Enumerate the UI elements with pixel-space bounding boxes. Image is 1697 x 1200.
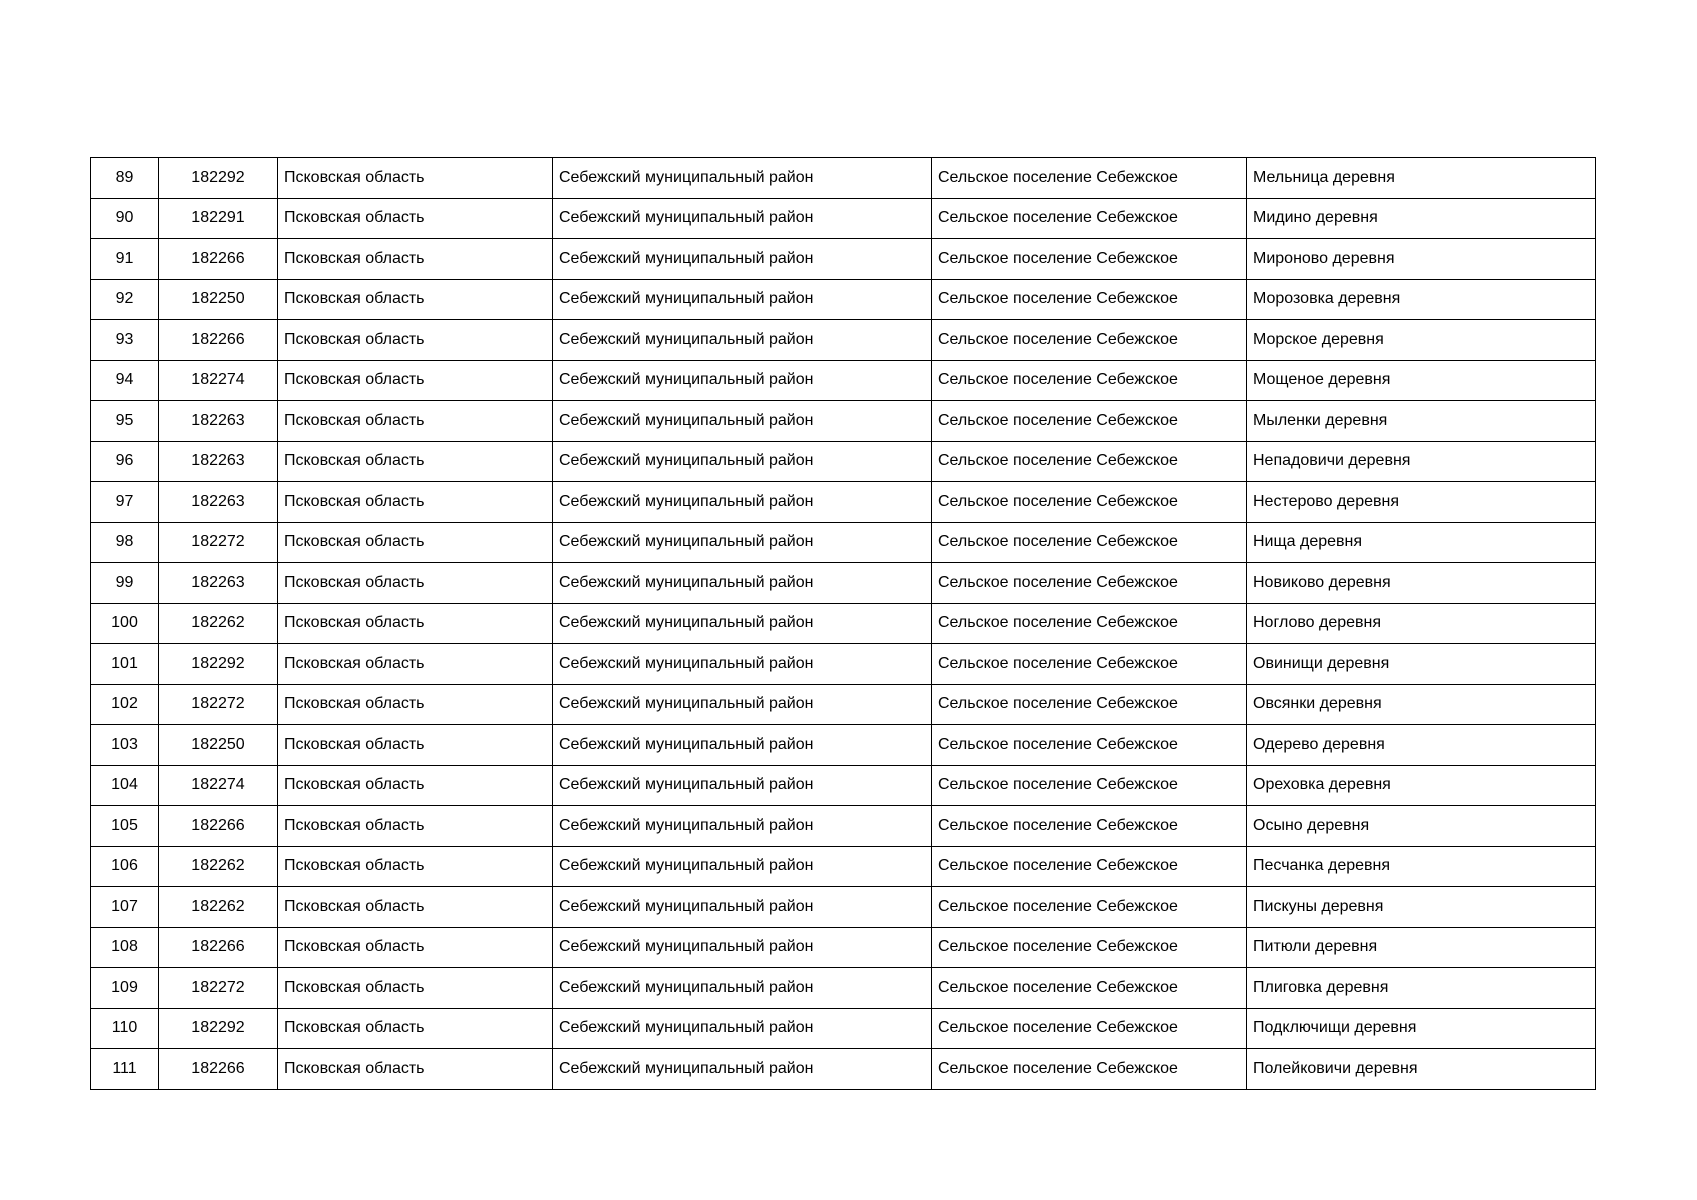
district-cell: Себежский муниципальный район: [553, 927, 932, 968]
row-number-cell: 104: [91, 765, 159, 806]
table-row: [91, 239, 1596, 280]
region-cell: Псковская область: [278, 765, 553, 806]
settlement-cell: Сельское поселение Себежское: [932, 846, 1247, 887]
row-number-cell: 99: [91, 563, 159, 604]
table-row: [91, 806, 1596, 847]
district-cell: Себежский муниципальный район: [553, 360, 932, 401]
settlement-cell: Сельское поселение Себежское: [932, 239, 1247, 280]
settlement-cell: Сельское поселение Себежское: [932, 482, 1247, 523]
district-cell: Себежский муниципальный район: [553, 725, 932, 766]
region-cell: Псковская область: [278, 927, 553, 968]
table-row: [91, 765, 1596, 806]
postal-code-cell: 182272: [159, 522, 278, 563]
table-row: [91, 603, 1596, 644]
settlements-table: [90, 157, 1596, 1090]
row-number-cell: 111: [91, 1049, 159, 1090]
district-cell: Себежский муниципальный район: [553, 198, 932, 239]
table-row: [91, 846, 1596, 887]
district-cell: Себежский муниципальный район: [553, 279, 932, 320]
postal-code-cell: 182250: [159, 279, 278, 320]
row-number-cell: 107: [91, 887, 159, 928]
row-number-cell: 100: [91, 603, 159, 644]
postal-code-cell: 182272: [159, 684, 278, 725]
table-body: [91, 158, 1596, 1090]
district-cell: Себежский муниципальный район: [553, 968, 932, 1009]
table-row: [91, 887, 1596, 928]
row-number-cell: 110: [91, 1008, 159, 1049]
locality-cell: Плиговка деревня: [1247, 968, 1596, 1009]
locality-cell: Мощеное деревня: [1247, 360, 1596, 401]
region-cell: Псковская область: [278, 320, 553, 361]
district-cell: Себежский муниципальный район: [553, 603, 932, 644]
district-cell: Себежский муниципальный район: [553, 846, 932, 887]
settlement-cell: Сельское поселение Себежское: [932, 603, 1247, 644]
row-number-cell: 92: [91, 279, 159, 320]
district-cell: Себежский муниципальный район: [553, 1008, 932, 1049]
settlement-cell: Сельское поселение Себежское: [932, 522, 1247, 563]
district-cell: Себежский муниципальный район: [553, 765, 932, 806]
postal-code-cell: 182292: [159, 644, 278, 685]
table-row: [91, 320, 1596, 361]
district-cell: Себежский муниципальный район: [553, 320, 932, 361]
district-cell: Себежский муниципальный район: [553, 644, 932, 685]
settlement-cell: Сельское поселение Себежское: [932, 441, 1247, 482]
postal-code-cell: 182266: [159, 927, 278, 968]
region-cell: Псковская область: [278, 725, 553, 766]
district-cell: Себежский муниципальный район: [553, 806, 932, 847]
settlement-cell: Сельское поселение Себежское: [932, 765, 1247, 806]
row-number-cell: 103: [91, 725, 159, 766]
district-cell: Себежский муниципальный район: [553, 563, 932, 604]
postal-code-cell: 182266: [159, 1049, 278, 1090]
region-cell: Псковская область: [278, 401, 553, 442]
locality-cell: Мироново деревня: [1247, 239, 1596, 280]
region-cell: Псковская область: [278, 1008, 553, 1049]
region-cell: Псковская область: [278, 644, 553, 685]
table-row: [91, 198, 1596, 239]
table-row: [91, 360, 1596, 401]
settlement-cell: Сельское поселение Себежское: [932, 684, 1247, 725]
row-number-cell: 94: [91, 360, 159, 401]
postal-code-cell: 182262: [159, 603, 278, 644]
table-row: [91, 522, 1596, 563]
settlement-cell: Сельское поселение Себежское: [932, 887, 1247, 928]
row-number-cell: 97: [91, 482, 159, 523]
locality-cell: Морозовка деревня: [1247, 279, 1596, 320]
postal-code-cell: 182263: [159, 563, 278, 604]
region-cell: Псковская область: [278, 684, 553, 725]
settlement-cell: Сельское поселение Себежское: [932, 927, 1247, 968]
settlement-cell: Сельское поселение Себежское: [932, 563, 1247, 604]
locality-cell: Непадовичи деревня: [1247, 441, 1596, 482]
settlement-cell: Сельское поселение Себежское: [932, 158, 1247, 199]
district-cell: Себежский муниципальный район: [553, 239, 932, 280]
locality-cell: Морское деревня: [1247, 320, 1596, 361]
region-cell: Псковская область: [278, 806, 553, 847]
postal-code-cell: 182266: [159, 239, 278, 280]
row-number-cell: 101: [91, 644, 159, 685]
row-number-cell: 91: [91, 239, 159, 280]
district-cell: Себежский муниципальный район: [553, 684, 932, 725]
postal-code-cell: 182263: [159, 401, 278, 442]
table-row: [91, 725, 1596, 766]
table-row: [91, 279, 1596, 320]
district-cell: Себежский муниципальный район: [553, 887, 932, 928]
postal-code-cell: 182263: [159, 482, 278, 523]
locality-cell: Ноглово деревня: [1247, 603, 1596, 644]
table-row: [91, 927, 1596, 968]
locality-cell: Овинищи деревня: [1247, 644, 1596, 685]
postal-code-cell: 182250: [159, 725, 278, 766]
district-cell: Себежский муниципальный район: [553, 158, 932, 199]
locality-cell: Нища деревня: [1247, 522, 1596, 563]
table-row: [91, 1008, 1596, 1049]
settlement-cell: Сельское поселение Себежское: [932, 320, 1247, 361]
region-cell: Псковская область: [278, 968, 553, 1009]
postal-code-cell: 182263: [159, 441, 278, 482]
settlement-cell: Сельское поселение Себежское: [932, 1049, 1247, 1090]
settlement-cell: Сельское поселение Себежское: [932, 1008, 1247, 1049]
settlement-cell: Сельское поселение Себежское: [932, 644, 1247, 685]
region-cell: Псковская область: [278, 563, 553, 604]
row-number-cell: 106: [91, 846, 159, 887]
row-number-cell: 109: [91, 968, 159, 1009]
region-cell: Псковская область: [278, 603, 553, 644]
region-cell: Псковская область: [278, 1049, 553, 1090]
locality-cell: Питюли деревня: [1247, 927, 1596, 968]
district-cell: Себежский муниципальный район: [553, 441, 932, 482]
postal-code-cell: 182272: [159, 968, 278, 1009]
table-row: [91, 401, 1596, 442]
postal-code-cell: 182262: [159, 887, 278, 928]
table-row: [91, 684, 1596, 725]
locality-cell: Мельница деревня: [1247, 158, 1596, 199]
locality-cell: Мидино деревня: [1247, 198, 1596, 239]
locality-cell: Полейковичи деревня: [1247, 1049, 1596, 1090]
region-cell: Псковская область: [278, 360, 553, 401]
postal-code-cell: 182266: [159, 320, 278, 361]
row-number-cell: 95: [91, 401, 159, 442]
table-row: [91, 441, 1596, 482]
region-cell: Псковская область: [278, 239, 553, 280]
region-cell: Псковская область: [278, 279, 553, 320]
settlement-cell: Сельское поселение Себежское: [932, 401, 1247, 442]
locality-cell: Одерево деревня: [1247, 725, 1596, 766]
region-cell: Псковская область: [278, 198, 553, 239]
locality-cell: Осыно деревня: [1247, 806, 1596, 847]
table-row: [91, 563, 1596, 604]
locality-cell: Ореховка деревня: [1247, 765, 1596, 806]
postal-code-cell: 182274: [159, 765, 278, 806]
region-cell: Псковская область: [278, 441, 553, 482]
settlement-cell: Сельское поселение Себежское: [932, 279, 1247, 320]
region-cell: Псковская область: [278, 887, 553, 928]
district-cell: Себежский муниципальный район: [553, 1049, 932, 1090]
postal-code-cell: 182262: [159, 846, 278, 887]
locality-cell: Новиково деревня: [1247, 563, 1596, 604]
row-number-cell: 108: [91, 927, 159, 968]
settlement-cell: Сельское поселение Себежское: [932, 198, 1247, 239]
settlement-cell: Сельское поселение Себежское: [932, 806, 1247, 847]
table-row: [91, 482, 1596, 523]
row-number-cell: 93: [91, 320, 159, 361]
region-cell: Псковская область: [278, 158, 553, 199]
settlement-cell: Сельское поселение Себежское: [932, 725, 1247, 766]
locality-cell: Мыленки деревня: [1247, 401, 1596, 442]
settlement-cell: Сельское поселение Себежское: [932, 968, 1247, 1009]
table-row: [91, 1049, 1596, 1090]
region-cell: Псковская область: [278, 846, 553, 887]
locality-cell: Подключищи деревня: [1247, 1008, 1596, 1049]
district-cell: Себежский муниципальный район: [553, 522, 932, 563]
postal-code-cell: 182274: [159, 360, 278, 401]
row-number-cell: 90: [91, 198, 159, 239]
locality-cell: Пискуны деревня: [1247, 887, 1596, 928]
table-row: [91, 644, 1596, 685]
row-number-cell: 89: [91, 158, 159, 199]
locality-cell: Нестерово деревня: [1247, 482, 1596, 523]
row-number-cell: 98: [91, 522, 159, 563]
postal-code-cell: 182292: [159, 1008, 278, 1049]
region-cell: Псковская область: [278, 522, 553, 563]
district-cell: Себежский муниципальный район: [553, 482, 932, 523]
row-number-cell: 102: [91, 684, 159, 725]
locality-cell: Песчанка деревня: [1247, 846, 1596, 887]
postal-code-cell: 182266: [159, 806, 278, 847]
row-number-cell: 105: [91, 806, 159, 847]
region-cell: Псковская область: [278, 482, 553, 523]
postal-code-cell: 182291: [159, 198, 278, 239]
locality-cell: Овсянки деревня: [1247, 684, 1596, 725]
row-number-cell: 96: [91, 441, 159, 482]
postal-code-cell: 182292: [159, 158, 278, 199]
district-cell: Себежский муниципальный район: [553, 401, 932, 442]
table-row: [91, 968, 1596, 1009]
settlement-cell: Сельское поселение Себежское: [932, 360, 1247, 401]
table-row: [91, 158, 1596, 199]
